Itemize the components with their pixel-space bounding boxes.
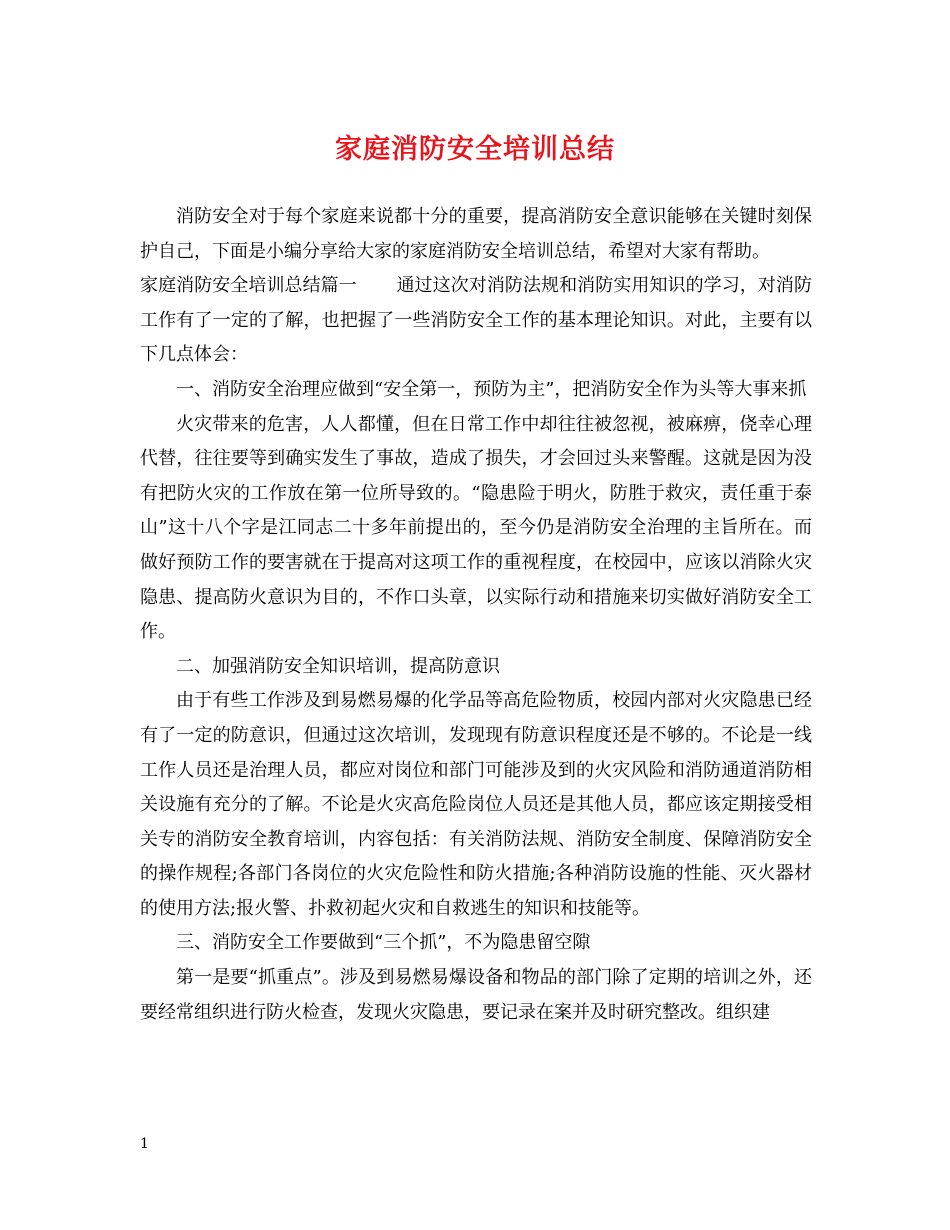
heading-three: 三、消防安全工作要做到“三个抓”，不为隐患留空隙: [176, 932, 591, 954]
section-label: 家庭消防安全培训总结篇一: [140, 275, 357, 297]
paragraph-two: 由于有些工作涉及到易燃易爆的化学品等高危险物质，校园内部对火灾隐患已经有了一定的防意识，但通过这次培训，发现现有防意识程度还是不够的。不论是一线工作人员还是治理人员，都应对岗位和部门可能涉及到的火灾风险和消防通道消防相关设施有充分的了解。不论是火灾高危险岗位人员还是其他人员，都应该定期接受相关专的消防安全教育培训，内容包括：有关消防法规、消防安全制度、保障消防安全的操作规程;各部门各岗位的火灾危险性和防火措施;各种消防设施的性能、灭火器材的使用方法;报火警、扑救初起火灾和自救逃生的知识和技能等。: [140, 690, 813, 919]
paragraph-one: 火灾带来的危害，人人都懂，但在日常工作中却往往被忽视，被麻痹，侥幸心理代替，往往要等到确实发生了事故，造成了损失，才会回过头来警醒。这就是因为没有把防火灾的工作放在第一位所导致的。“隐患险于明火，防胜于救灾，责任重于泰山”这十八个字是江同志二十多年前提出的，至今仍是消防安全治理的主旨所在。而做好预防工作的要害就在于提高对这项工作的重视程度，在校园中，应该以消除火灾隐患、提高防火意识为目的，不作口头章，以实际行动和措施来切实做好消防安全工作。: [140, 413, 812, 643]
section-paragraph: [140, 269, 812, 373]
intro-paragraph: [140, 200, 812, 269]
heading-two: 二、加强消防安全知识培训，提高防意识: [176, 655, 500, 677]
intro-text: 消防安全对于每个家庭来说都十分的重要，提高消防安全意识能够在关键时刻保护自己，下面是小编分享给大家的家庭消防安全培训总结，希望对大家有帮助。: [140, 206, 812, 262]
page-number: 1: [140, 1136, 149, 1152]
section-intro-text: 通过这次对消防法规和消防实用知识的学习，对消防工作有了一定的了解，也把握了一些消防安全工作的基本理论知识。对此，主要有以下几点体会：: [140, 275, 813, 366]
document-title: 家庭消防安全培训总结: [335, 134, 615, 165]
document-body: [140, 200, 812, 1030]
heading-one: 一、消防安全治理应做到“安全第一，预防为主”，把消防安全作为头等大事来抓: [176, 378, 807, 400]
paragraph-three: 第一是要“抓重点”。涉及到易燃易爆设备和物品的部门除了定期的培训之外，还要经常组织进行防火检查，发现火灾隐患，要记录在案并及时研究整改。组织建: [140, 967, 812, 1023]
